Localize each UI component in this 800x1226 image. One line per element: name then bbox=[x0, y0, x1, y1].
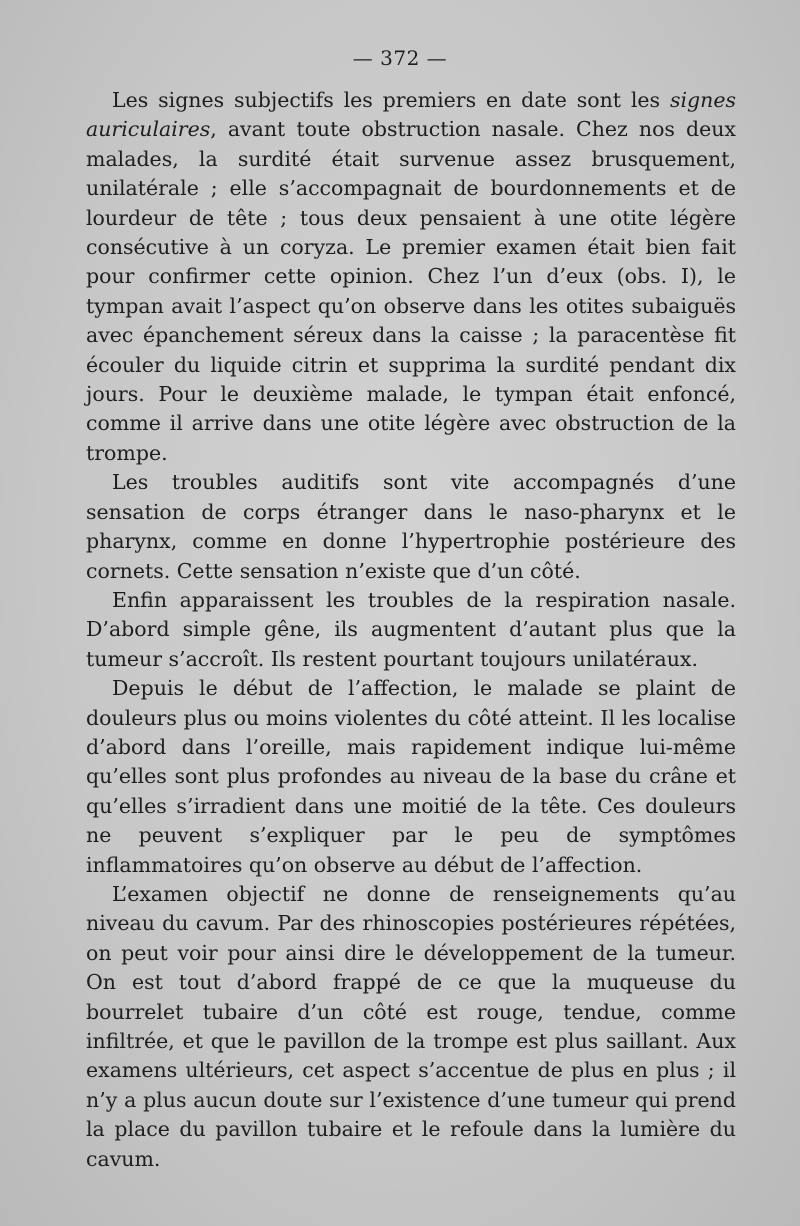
paragraph-1 bbox=[86, 86, 736, 468]
paragraph-2: Les troubles auditifs sont vite accompagnés d’une sensation de corps étranger dans le naso-pharynx et le pharynx, comme en donne l’hypertrophie postérieure des cornets. Cette sensation n’existe que d’un côté. bbox=[86, 470, 736, 583]
paragraph-1-text-after: , avant toute obstruction nasale. Chez nos deux malades, la surdité était survenue assez brusquement, unilatérale ; elle s’accompagnait de bourdonnements et de lourdeur de tête ; tous deux pensaient à une otite légère consécutive à un coryza. Le premier examen était bien fait pour confirmer cette opinion. Chez l’un d’eux (obs. I), le tympan avait l’aspect qu’on observe dans les otites subaiguës avec épanchement séreux dans la caisse ; la paracentèse fit écouler du liquide citrin et supprima la surdité pendant dix jours. Pour le deuxième malade, le tympan était enfoncé, comme il arrive dans une otite légère avec obstruction de la trompe. bbox=[86, 117, 736, 465]
body-text bbox=[86, 86, 736, 1174]
paragraph-4: Depuis le début de l’affection, le malade se plaint de douleurs plus ou moins violentes du côté atteint. Il les localise d’abord dans l’oreille, mais rapidement indique lui-même qu’elles sont plus profondes au niveau de la base du crâne et qu’elles s’irradient dans une moitié de la tête. Ces douleurs ne peuvent s’expliquer par le peu de symptômes inflammatoires qu’on observe au début de l’affection. bbox=[86, 676, 736, 877]
page-number: — 372 — bbox=[352, 46, 448, 70]
paragraph-1-italic-term: signes auriculaires bbox=[86, 88, 736, 142]
paragraph-1-text-before: Les signes subjectifs les premiers en date sont les bbox=[112, 88, 670, 112]
paragraph-5: L’examen objectif ne donne de renseignements qu’au niveau du cavum. Par des rhinoscopies postérieures répétées, on peut voir pour ainsi dire le développement de la tumeur. On est tout d’abord frappé de ce que la muqueuse du bourrelet tubaire d’un côté est rouge, tendue, comme infiltrée, et que le pavillon de la trompe est plus saillant. Aux examens ultérieurs, cet aspect s’accentue de plus en plus ; il n’y a plus aucun doute sur l’existence d’une tumeur qui prend la place du pavillon tubaire et le refoule dans la lumière du cavum. bbox=[86, 881, 736, 1171]
paragraph-3: Enfin apparaissent les troubles de la respiration nasale. D’abord simple gêne, ils augmentent d’autant plus que la tumeur s’accroît. Ils restent pourtant toujours unilatéraux. bbox=[86, 587, 736, 671]
